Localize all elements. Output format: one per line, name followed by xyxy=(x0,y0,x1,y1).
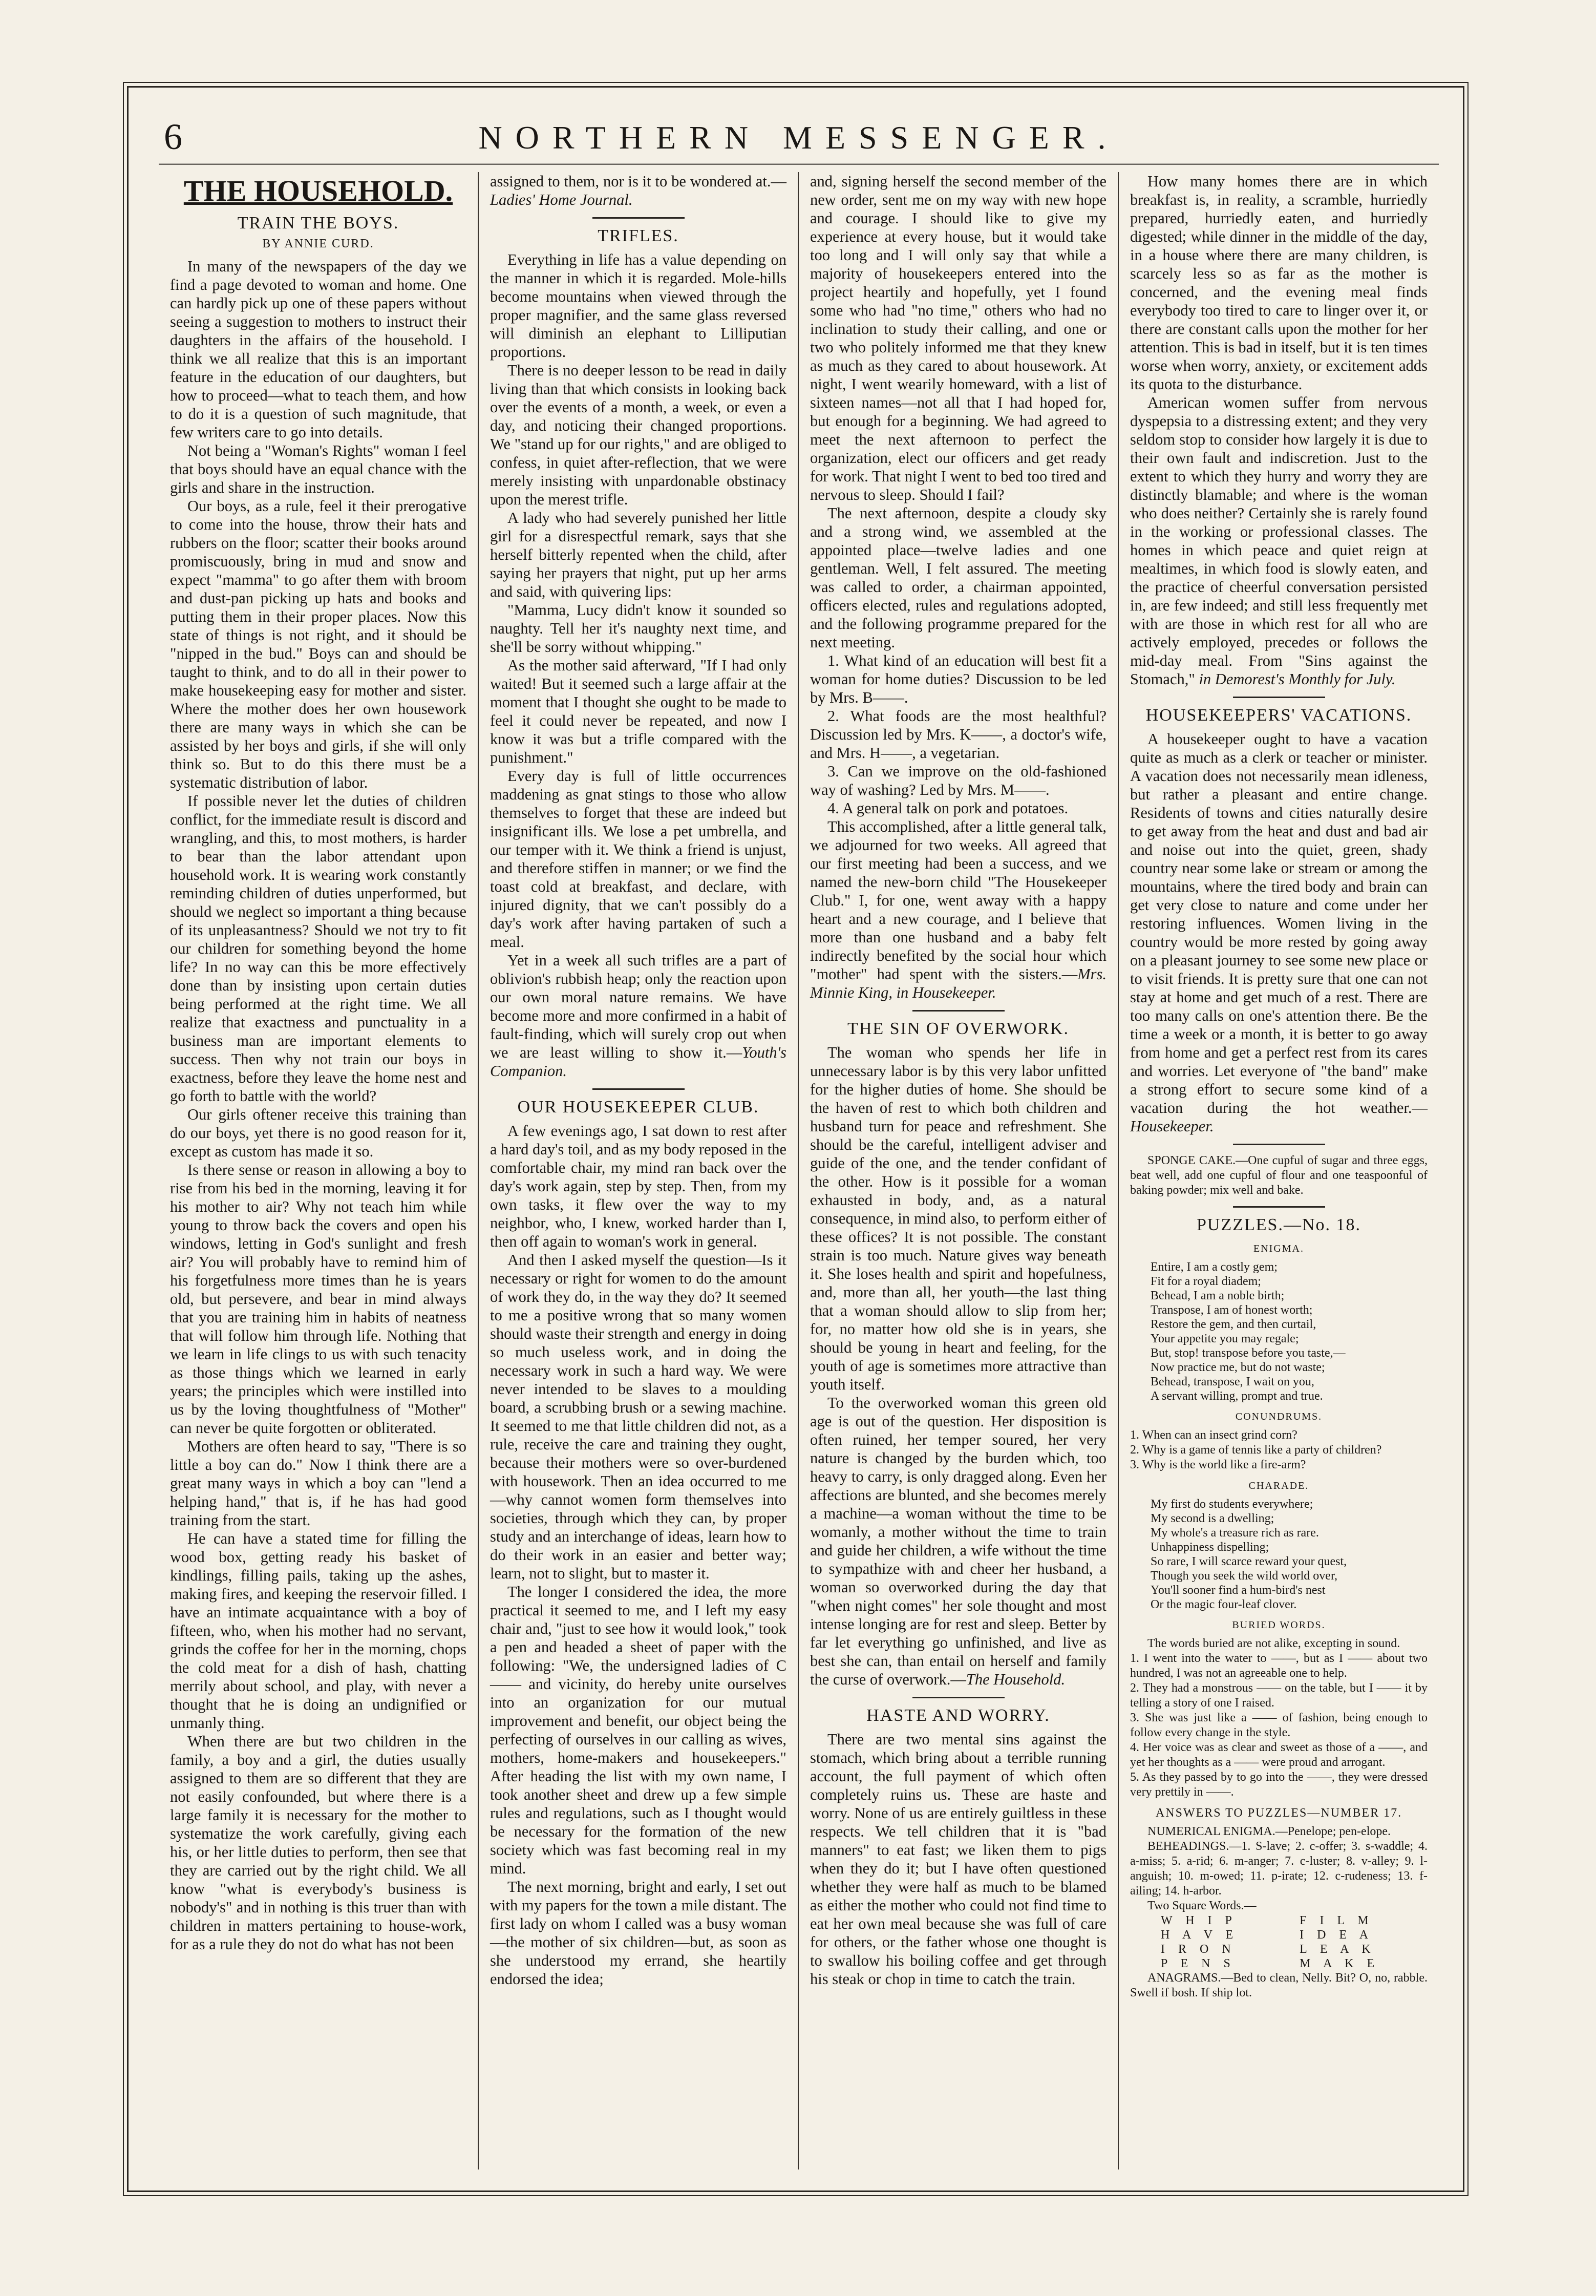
paragraph: Mothers are often heard to say, "There is so little a boy can do." Now I think there are a great many ways in which a boy can "lend a helping hand," that is, if he has had good training from the start. xyxy=(170,1438,466,1529)
paragraph: The woman who spends her life in unnecessary labor is by this very labor unfitted for the higher duties of home. She should be the haven of rest to which both children and husband turn for peace and refreshment. She should be the careful, intelligent adviser and guide of the one, and the tender confidant of the other. How is it possible for a woman exhausted in body, and, as a natural consequence, in mind also, to perform either of these offices? It is not possible. The constant strain is too much. Nature gives way beneath it. She loses health and spirit and hopefulness, and, more than all, her youth—the last thing that a woman should allow to slip from her; for, no matter how old she is in years, she should be young in heart and feeling, for the youth of age is sometimes more attractive than youth itself. xyxy=(810,1044,1106,1393)
newspaper-title: NORTHERN MESSENGER. xyxy=(478,119,1119,156)
article-title-housekeepers-vacations: HOUSEKEEPERS' VACATIONS. xyxy=(1145,706,1412,725)
paragraph: The longer I considered the idea, the more practical it seemed to me, and I left my easy chair and, "just to see how it would look," took a pen and headed a sheet of paper with the following: "We, the undersigned ladies of C—— and vicinity, do hereby unite ourselves into an organization for our mutual improvement and benefit, our object being the perfecting of ourselves in our calling as wives, mothers, home-makers and housekeepers." After heading the list with my own name, I took another sheet and drew up a few simple rules and regulations, such as I thought would be necessary for the formation of the new society which was fast becoming real in my mind. xyxy=(490,1583,786,1877)
source-credit: Mrs. Minnie King, in Housekeeper. xyxy=(810,965,1106,1001)
divider xyxy=(592,217,685,219)
source-credit: in Demorest's Monthly for July. xyxy=(1199,670,1396,688)
square-row: H A V E xyxy=(1161,1928,1239,1942)
paragraph: Our boys, as a rule, feel it their prerogative to come into the house, throw their hats and rubbers on the floor; scatter their books around promiscuously, bring in mud and snow and expect "mamma" to go after them with broom and dust-pan picking up hats and books and putting them in their proper places. Now this state of things is not right, and it should be "nipped in the bud." Boys can and should be taught to think, and to do all in their power to make housekeeping easy for mother and sister. Where the mother does her own housework there are many ways in which she can be assisted by her boys and girls, if she will only think so. But to do this there must be a systematic distribution of labor. xyxy=(170,497,466,791)
paragraph: 3. Can we improve on the old-fashioned way of washing? Led by Mrs. M——. xyxy=(810,763,1106,798)
paragraph xyxy=(810,817,1106,1002)
verse-line: Behead, transpose, I wait on you, xyxy=(1151,1375,1314,1388)
paragraph-text: assigned to them, nor is it to be wondered at.— xyxy=(490,173,786,190)
paragraph-continued xyxy=(490,172,786,209)
divider xyxy=(912,1697,1005,1698)
paragraph: 1. What kind of an education will best fit a woman for home duties? Discussion to be led by Mrs. B——. xyxy=(810,652,1106,706)
section-title: THE HOUSEHOLD. xyxy=(183,174,453,207)
paragraph xyxy=(490,951,786,1080)
verse-line: Restore the gem, and then curtail, xyxy=(1151,1318,1316,1331)
paragraph: And then I asked myself the question—Is it necessary or right for women to do the amount of work they do, in the way they do? It seemed to me a positive wrong that so many women should waste their strength and energy in doing so much useless work, and in doing the necessary work in such a hard way. We were never intended to be slaves to a moulding board, a scrubbing brush or a sewing machine. It seemed to me that little children did not, as a rule, receive the care and training they ought, because their mothers were so over-burdened with housework. Then an idea occurred to me—why cannot women form themselves into societies, through which they can, by proper study and an interchange of ideas, learn how to do their work in an easier and better way; learn, not to slight, but to master it. xyxy=(490,1251,786,1582)
buried-words-intro: The words buried are not alike, excepting in sound. xyxy=(1147,1637,1400,1650)
paragraph: 4. A general talk on pork and potatoes. xyxy=(827,799,1069,817)
square-word-2 xyxy=(1300,1913,1379,1971)
charade-heading: CHARADE. xyxy=(1248,1480,1309,1491)
verse-line: Unhappiness dispelling; xyxy=(1151,1541,1269,1554)
charade-verse xyxy=(1130,1497,1428,1612)
square-row: F I L M xyxy=(1300,1914,1374,1927)
square-row: I D E A xyxy=(1300,1928,1374,1942)
paragraph: When there are but two children in the family, a boy and a girl, the duties usually assigned to them are so different that they are not easily confounded, but where there is a large family it is necessary for the mother to systematize the work carefully, giving each his, or her little duties to perform, then see that they are carried out by the right child. We all know "what is everybody's business is nobody's" and in nothing is this truer than with children in matters pertaining to house-work, for as a rule they do not do what has not been xyxy=(170,1733,466,1953)
paragraph xyxy=(1130,730,1428,1135)
paragraph: The next afternoon, despite a cloudy sky and a strong wind, we assembled at the appointed place—twelve ladies and one gentleman. Well, I felt assured. The meeting was called to order, a chairman appointed, officers elected, rules and regulations adopted, and the following programme prepared for the next meeting. xyxy=(810,504,1106,651)
verse-line: My second is a dwelling; xyxy=(1151,1512,1274,1525)
square-row: M A K E xyxy=(1300,1957,1380,1970)
column-4 xyxy=(1119,172,1439,2169)
paragraph: and, signing herself the second member of the new order, sent me on my way with new hope and courage. I should like to give my experience at every house, but it would take too long and I will only say that while a majority of housekeepers entered into the project heartily and hopefully, yet I found some who had "no time," others who had no inclination to study their calling, and one or two who politely informed me that they knew as much as they cared to about housework. At night, I went wearily homeward, with a list of sixteen names—not all that I had hoped for, but enough for a beginning. We had agreed to meet the next afternoon to perfect the organization, elect our officers and get ready for work. That night I went to bed too tired and nervous to sleep. Should I fail? xyxy=(810,173,1106,503)
paragraph: Our girls oftener receive this training than do our boys, yet there is no good reason for it, except as custom has made it so. xyxy=(170,1106,466,1160)
verse-line: My first do students everywhere; xyxy=(1151,1498,1313,1511)
verse-line: Behead, I am a noble birth; xyxy=(1151,1289,1285,1302)
verse-line: A servant willing, prompt and true. xyxy=(1151,1389,1323,1403)
verse-line: Or the magic four-leaf clover. xyxy=(1151,1598,1297,1611)
paragraph: "Mamma, Lucy didn't know it sounded so naughty. Tell her it's naughty next time, and she'll be sorry without whipping." xyxy=(490,601,786,656)
verse-line: Your appetite you may regale; xyxy=(1151,1332,1299,1345)
article-title-housekeeper-club: OUR HOUSEKEEPER CLUB. xyxy=(517,1098,759,1117)
buried-word-item: 4. Her voice was as clear and sweet as those of a ——, and yet her thoughts as a —— were proud and arrogant. xyxy=(1130,1741,1428,1769)
buried-word-item: 5. As they passed by to go into the ——, they were dressed very prettily in ——. xyxy=(1130,1771,1428,1799)
paragraph: Every day is full of little occurrences maddening as gnat stings to those who allow themselves to forget that these are indeed but insignificant ills. We lose a pet umbrella, and our temper with it. We think a friend is unjust, and therefore stiffen in manner; or we find the toast cold at breakfast, and declare, with injured dignity, that we can't possibly do a day's work after having partaken of such a meal. xyxy=(490,767,786,951)
paragraph: Not being a "Woman's Rights" woman I feel that boys should have an equal chance with the girls and share in the instruction. xyxy=(170,442,466,496)
buried-word-item: 2. They had a monstrous —— on the table, but I —— it by telling a story of one I raised. xyxy=(1130,1681,1428,1710)
article-title-sin-of-overwork: THE SIN OF OVERWORK. xyxy=(847,1019,1069,1038)
article-columns xyxy=(159,172,1439,2169)
puzzles-title: PUZZLES.—No. 18. xyxy=(1197,1215,1361,1234)
square-row: I R O N xyxy=(1161,1943,1236,1956)
conundrums-heading: CONUNDRUMS. xyxy=(1235,1411,1323,1422)
answer-two-square-words: Two Square Words.— xyxy=(1147,1899,1257,1912)
column-2 xyxy=(479,172,799,2169)
conundrum-item: 3. Why is the world like a fire-arm? xyxy=(1130,1458,1306,1471)
paragraph: Everything in life has a value depending on the manner in which it is regarded. Mole-hills become mountains when viewed through the proper magnifier, and the same glass reversed will diminish an elephant to Lilliputian proportions. xyxy=(490,251,786,361)
paragraph-text: A housekeeper ought to have a vacation quite as much as a clerk or teacher or minister. A vacation does not necessarily mean idleness, but rather a pleasant and entire change. Residents of towns and cities naturally desire to get away from the heat and dust and bad air and noise out into the quiet, green, shady country near some lake or stream or among the mountains, where the tired body and brain can get very close to nature and come under her restoring influences. Women living in the country would be more rested by going away on a pleasant journey to see some new place or to visit friends. It is pretty sure that one can not stay at home and get much of a rest. There are too many calls on one's attention there. Be the time a week or a month, it is better to go away from home and get a perfect rest from its cares and worries. Let everyone of "the band" make a strong effort to secure some kind of a vacation during the hot weather.— xyxy=(1130,730,1428,1117)
article-title-trifles: TRIFLES. xyxy=(598,226,679,245)
paragraph-text: American women suffer from nervous dyspepsia to a distressing extent; and they very seldom stop to consider how largely it is due to their own fault and indiscretion. Just to the extent to which they hurry and worry they are distinctly blamable; and where is the woman who does neither? Certainly she is rarely found in the working or professional classes. The homes in which peace and quiet reign at mealtimes, in which food is slowly eaten, and the practice of cheerful conversation persisted in, are few indeed; and still less frequently met with are those in which rest for all who are actively employed, precedes or follows the mid-day meal. From "Sins against the Stomach," xyxy=(1130,394,1428,688)
column-1 xyxy=(159,172,479,2169)
answer-numerical-enigma: NUMERICAL ENIGMA.—Penelope; pen-elope. xyxy=(1147,1825,1391,1838)
paragraph-text: Yet in a week all such trifles are a part of oblivion's rubbish heap; only the reaction upon our own moral nature remains. We have become more and more confirmed in a habit of fault-finding, which will surely crop out when we are least willing to show it.— xyxy=(490,952,786,1061)
paragraph: 2. What foods are the most healthful? Discussion led by Mrs. K——, a doctor's wife, and Mrs. H——, a vegetarian. xyxy=(810,707,1106,762)
enigma-verse xyxy=(1130,1260,1428,1403)
buried-words-heading: BURIED WORDS. xyxy=(1232,1619,1326,1631)
paragraph: A few evenings ago, I sat down to rest after a hard day's toil, and as my body reposed in the comfortable chair, my mind ran back over the day's work again, step by step. Then, from my own tasks, it flew over the way to my neighbor, who, I knew, worked harder than I, then off again to woman's work in general. xyxy=(490,1122,786,1250)
masthead xyxy=(159,112,1439,165)
page-number: 6 xyxy=(164,116,182,157)
column-3 xyxy=(799,172,1119,2169)
paragraph: How many homes there are in which breakfast is, in reality, a scramble, hurriedly prepared, hurriedly eaten, and hurriedly digested; while dinner in the middle of the day, in a house where there are many children, is scarcely less so as far as the mother is concerned, and the evening meal finds everybody too tired to care to linger over it, or there are constant calls upon the mother for her attention. This is bad in itself, but it is ten times worse when worry, anxiety, or excitement adds its quota to the disturbance. xyxy=(1130,173,1428,393)
square-words-grid xyxy=(1130,1913,1428,1971)
enigma-heading: ENIGMA. xyxy=(1253,1243,1304,1254)
paragraph xyxy=(810,1394,1106,1689)
source-credit: The Household. xyxy=(966,1671,1066,1688)
paragraph: If possible never let the duties of children conflict, for the immediate result is discord and wrangling, and this, to most mothers, is harder to bear than the labor attendant upon household work. It is wearing work constantly reminding children of duties unperformed, but should we neglect so important a thing because of its unpleasantness? Should we not try to fit our children for something beyond the home life? In no way can this be more effectively done than by insisting upon certain duties being performed at the right time. We all realize that exactness and punctuality in a business man are important elements to success. Then why not train our boys in exactness, before they leave the home nest and go forth to battle with the world? xyxy=(170,792,466,1105)
source-credit: Youth's Companion. xyxy=(490,1044,786,1080)
article-title-haste-and-worry: HASTE AND WORRY. xyxy=(866,1706,1050,1725)
buried-word-item: 1. I went into the water to ——, but as I —— about two hundred, I was not an agreeable one to help. xyxy=(1130,1652,1428,1680)
paragraph-text: This accomplished, after a little general talk, we adjourned for two weeks. All agreed that our first meeting had been a success, and we named the new-born child "The Housekeeper Club." I, for one, went away with a happy heart and a new courage, and I believe that more than one husband and a baby felt indirectly benefited by the social hour which "mother" had spent with the sisters.— xyxy=(810,818,1106,983)
article-title-train-the-boys: TRAIN THE BOYS. xyxy=(237,214,399,233)
verse-line: Transpose, I am of honest worth; xyxy=(1151,1303,1313,1317)
paragraph: He can have a stated time for filling the wood box, getting ready his basket of kindlings, filling pails, taking up the ashes, making fires, and keeping the reservoir filled. I have an intimate acquaintance with a boy of fifteen, who, when his mother had no servant, grinds the coffee for her in the morning, chops the cold meat for a dish of hash, chatting merrily about school, and play, with never a thought that he is doing an undignified or unmanly thing. xyxy=(170,1530,466,1732)
byline: BY ANNIE CURD. xyxy=(262,237,374,250)
divider xyxy=(1233,697,1325,698)
square-word-1 xyxy=(1161,1913,1238,1971)
verse-line: You'll sooner find a hum-bird's nest xyxy=(1151,1584,1326,1597)
paragraph-text: To the overworked woman this green old age is out of the question. Her disposition is often ruined, her temper soured, her very nature is changed by the burden which, too heavy to carry, is only dragged along. Even her affections are blunted, and she becomes merely a machine—a woman without the time to be womanly, a mother without the time to train and guide her children, a wife without the time to sympathize with and cheer her husband, a woman so overworked during the day that "when night comes" her sole thought and most intense longing are for rest and sleep. Better by far let everything go unfinished, and live as best she can, than entail on herself and family the curse of overwork.— xyxy=(810,1394,1106,1688)
paragraph: In many of the newspapers of the day we find a page devoted to woman and home. One can hardly pick up one of these papers without seeing a suggestion to mothers to instruct their daughters in the affairs of the household. I think we all realize that this is an important feature in the education of our daughters, but how to proceed—what to teach them, and how to do it is a question of such magnitude, that few writers care to go into details. xyxy=(170,258,466,441)
verse-line: Though you seek the wild world over, xyxy=(1151,1569,1337,1583)
square-row: W H I P xyxy=(1161,1914,1237,1927)
verse-line: But, stop! transpose before you taste,— xyxy=(1151,1346,1346,1360)
paragraph: There are two mental sins against the stomach, which bring about a terrible running account, the full payment of which often completely ruins us. These are haste and worry. None of us are entirely guiltless in these respects. We tell children that it is "bad manners" to eat fast; we liken them to pigs when they do it; but I have often questioned whether they were half as much to be blamed as either the mother who could not find time to eat her own meal because she was full of care for others, or the father whose one thought is to swallow his boiling coffee and get through his steak or chop in time to catch the train. xyxy=(810,1731,1106,1988)
square-row: L E A K xyxy=(1300,1943,1376,1956)
divider xyxy=(1233,1206,1325,1208)
paragraph xyxy=(1130,393,1428,688)
paragraph: As the mother said afterward, "If I had only waited! But it seemed such a large affair at the moment that I thought she ought to be made to feel it could never be repeated, and now I know it was but a trifle compared with the punishment." xyxy=(490,657,786,766)
paragraph: There is no deeper lesson to be read in daily living than that which consists in looking back over the events of a month, a week, or even a day, and noticing their changed proportions. We "stand up for our rights," and are obliged to confess, in quiet after-reflection, that we were merely insisting with unpardonable obstinacy upon the merest trifle. xyxy=(490,362,786,508)
verse-line: So rare, I will scarce reward your quest, xyxy=(1151,1555,1347,1568)
source-credit: Housekeeper. xyxy=(1130,1118,1214,1135)
sponge-cake-recipe: SPONGE CAKE.—One cupful of sugar and three eggs, beat well, add one cupful of flour and one teaspoonful of baking powder; mix well and bake. xyxy=(1130,1154,1428,1197)
paragraph: The next morning, bright and early, I set out with my papers for the town a mile distant. The first lady on whom I called was a busy woman—the mother of six children—but, as soon as she understood my errand, she heartily endorsed the idea; xyxy=(490,1878,786,1988)
paragraph: A lady who had severely punished her little girl for a disrespectful remark, says that she herself bitterly repented when the child, after saying her prayers that night, put up her arms and said, with quivering lips: xyxy=(490,509,786,600)
verse-line: My whole's a treasure rich as rare. xyxy=(1151,1526,1319,1540)
answers-heading: ANSWERS TO PUZZLES—NUMBER 17. xyxy=(1155,1806,1402,1820)
answer-anagrams: ANAGRAMS.—Bed to clean, Nelly. Bit? O, no, rabble. Swell if bosh. If ship lot. xyxy=(1130,1971,1428,1999)
square-row: P E N S xyxy=(1161,1957,1236,1970)
verse-line: Fit for a royal diadem; xyxy=(1151,1275,1261,1288)
conundrum-item: 1. When can an insect grind corn? xyxy=(1130,1428,1297,1442)
divider xyxy=(592,1088,685,1090)
verse-line: Entire, I am a costly gem; xyxy=(1151,1260,1278,1274)
conundrum-item: 2. Why is a game of tennis like a party of children? xyxy=(1130,1443,1382,1457)
answer-beheadings: BEHEADINGS.—1. S-lave; 2. c-offer; 3. s-waddle; 4. a-miss; 5. a-rid; 6. m-anger; 7. c-luster; 8. v-alley; 9. l-anguish; 10. m-owed; 11. p-irate; 12. c-rudeness; 13. f-ailing; 14. h-arbor. xyxy=(1130,1840,1428,1898)
source-credit: Ladies' Home Journal. xyxy=(490,191,633,208)
divider xyxy=(1233,1144,1325,1145)
verse-line: Now practice me, but do not waste; xyxy=(1151,1361,1325,1374)
buried-word-item: 3. She was just like a —— of fashion, being enough to follow every change in the style. xyxy=(1130,1711,1428,1739)
paragraph: Is there sense or reason in allowing a boy to rise from his bed in the morning, leaving it for his mother to air? Why not teach him while young to throw back the covers and open his windows, letting in God's sunlight and fresh air? You will probably have to remind him of his forgetfulness more times than he is years old, but persevere, and bear in mind always that you are training him in habits of neatness that will follow him through life. Nothing that we learn in life clings to us with such tenacity as those things which we learned in early years; the principles which were instilled into us by the loving thoughtfulness of "Mother" can never be quite forgotten or obliterated. xyxy=(170,1161,466,1437)
divider xyxy=(912,1010,1005,1012)
